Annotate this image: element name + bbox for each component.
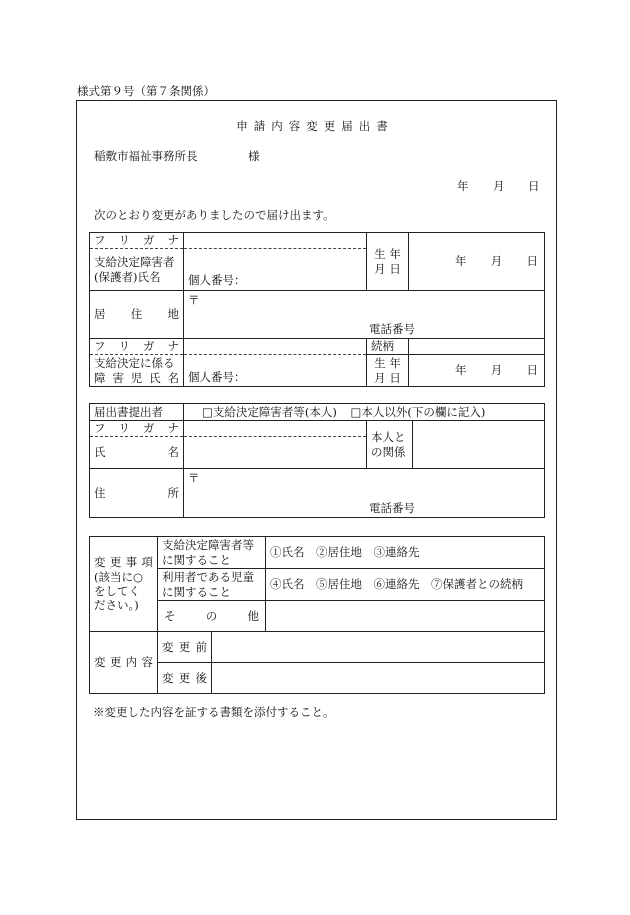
child-birthdate-field[interactable]: 年 月 日: [409, 355, 545, 387]
submitter-table: [89, 403, 545, 518]
submitter-options: [184, 404, 545, 421]
address-field[interactable]: 〒 電話番号: [184, 291, 545, 339]
option-other-checkbox[interactable]: □本人以外(下の欄に記入): [350, 404, 486, 419]
addressee-name: 稲敷市福祉事務所長: [94, 149, 198, 163]
addressee-honorific: 様: [248, 149, 260, 163]
row3-field[interactable]: [266, 601, 545, 632]
address-label: 居 住 地: [90, 291, 184, 339]
submitter-address-field[interactable]: 〒 電話番号: [184, 469, 545, 518]
child-furigana-label: フ リ ガ ナ: [90, 339, 184, 355]
submitter-address-label: 住 所: [90, 469, 184, 518]
relation-label: 続柄: [367, 339, 409, 355]
child-birthdate-label: 生 年 月 日: [367, 355, 409, 387]
furigana-field[interactable]: [184, 233, 367, 249]
row2-label: 利用者である児童 に関すること: [158, 569, 266, 601]
row1-options[interactable]: ①氏名 ②居住地 ③連絡先: [266, 537, 545, 569]
submitter-label: 届出書提出者: [90, 404, 184, 421]
date-month[interactable]: 月: [493, 179, 505, 193]
before-label: 変 更 前: [158, 632, 212, 663]
birthdate-field[interactable]: 年 月 日: [409, 233, 545, 291]
submitter-furigana-label: フ リ ガ ナ: [90, 421, 184, 437]
submitter-name-field[interactable]: [184, 437, 367, 469]
child-name-label: 支給決定に係る 障 害 児 氏 名: [90, 355, 184, 387]
change-table: [89, 536, 545, 694]
after-label: 変 更 後: [158, 663, 212, 694]
submitter-relation-field[interactable]: [413, 421, 545, 469]
footnote: ※変更した内容を証する書類を添付すること。: [93, 705, 335, 719]
row3-label: そ の 他: [158, 601, 266, 632]
child-personal-number[interactable]: 個人番号：: [184, 355, 367, 387]
form-title: 申請内容変更届出書: [236, 119, 394, 133]
child-furigana-field[interactable]: [184, 339, 367, 355]
submitter-name-label: 氏 名: [90, 437, 184, 469]
date-year[interactable]: 年: [457, 179, 469, 193]
recipient-table: [89, 232, 545, 387]
date-day[interactable]: 日: [528, 179, 540, 193]
option-self-checkbox[interactable]: □支給決定障害者等(本人): [202, 404, 337, 419]
row2-options[interactable]: ④氏名 ⑤居住地 ⑥連絡先 ⑦保護者との続柄: [266, 569, 545, 601]
form-number: 様式第９号（第７条関係）: [77, 84, 215, 98]
content-label: 変 更 内 容: [90, 632, 158, 694]
before-field[interactable]: [212, 632, 545, 663]
change-items-label: 変 更 事 項 (該当に○ をしてく ださい。): [90, 537, 158, 632]
furigana-label: フ リ ガ ナ: [90, 233, 184, 249]
intro-text: 次のとおり変更がありましたので届け出ます。: [94, 208, 335, 222]
recipient-name-label: 支給決定障害者 (保護者)氏名: [90, 249, 184, 291]
row1-label: 支給決定障害者等 に関すること: [158, 537, 266, 569]
after-field[interactable]: [212, 663, 545, 694]
recipient-personal-number[interactable]: 個人番号：: [184, 249, 367, 291]
submitter-relation-label: 本人と の関係: [367, 421, 413, 469]
birthdate-label: 生 年 月 日: [367, 233, 409, 291]
submitter-furigana-field[interactable]: [184, 421, 367, 437]
relation-field[interactable]: [409, 339, 545, 355]
